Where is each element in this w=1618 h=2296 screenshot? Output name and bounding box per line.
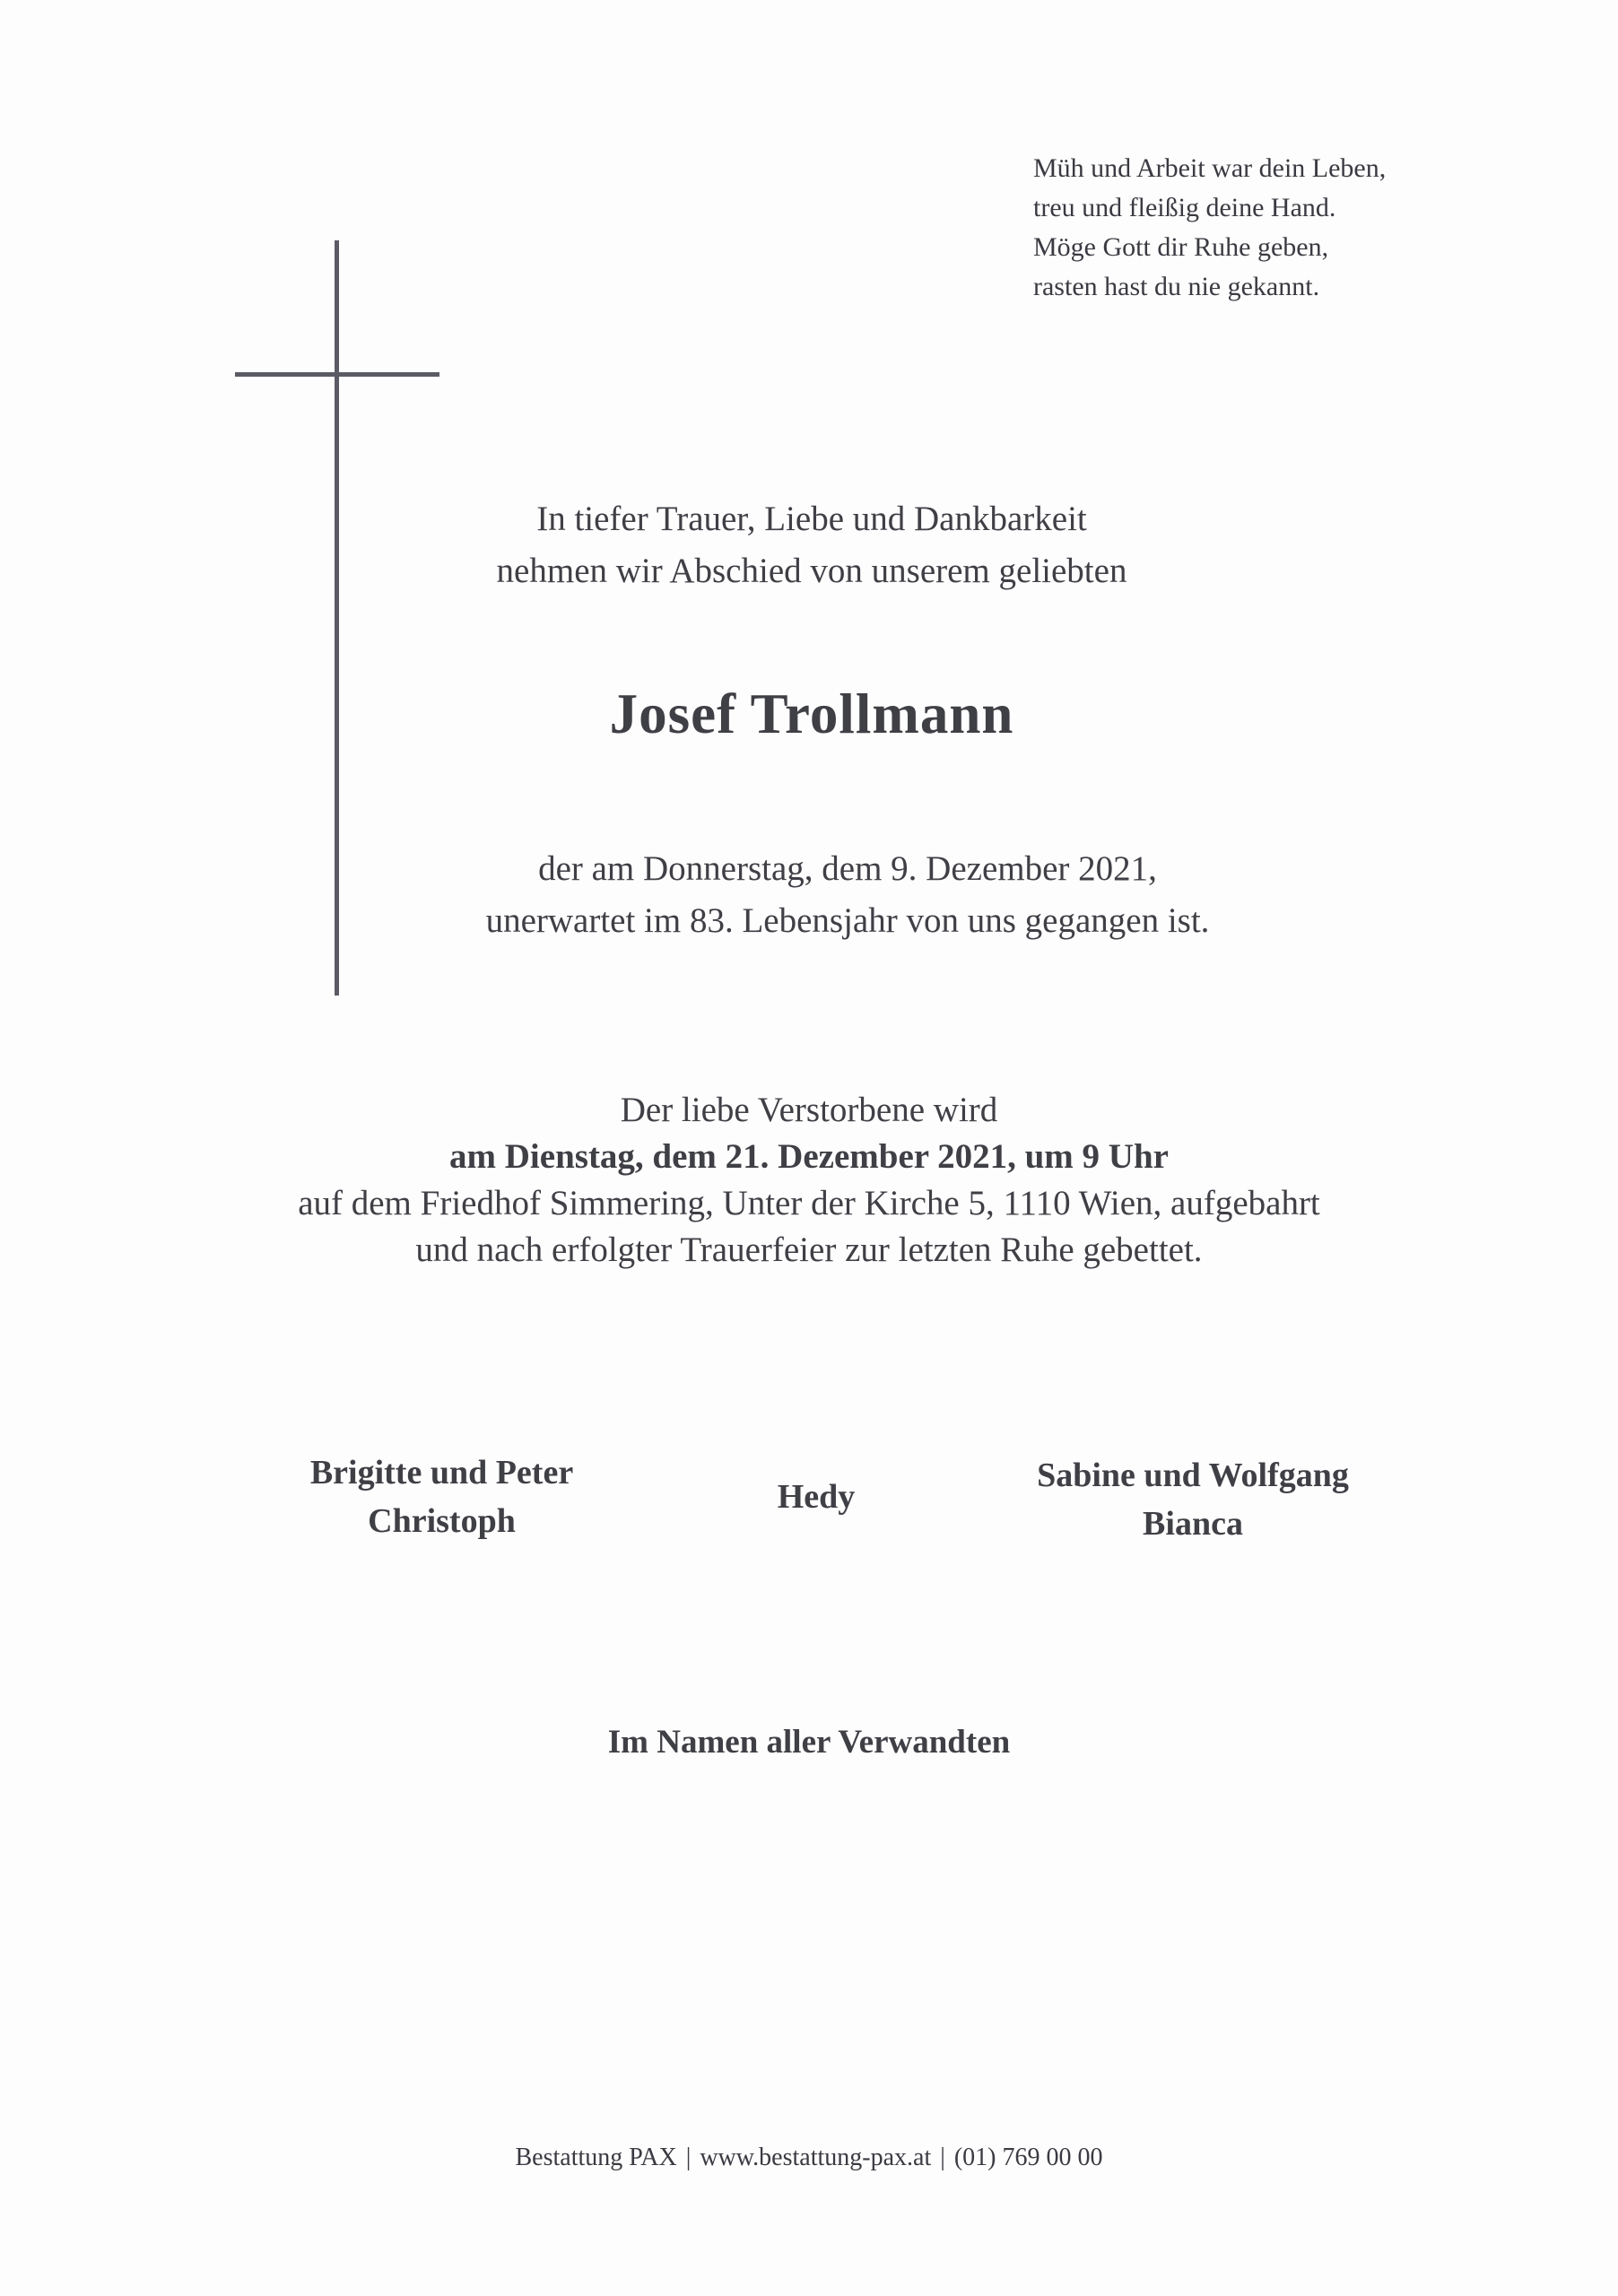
- poem-line: Müh und Arbeit war dein Leben,: [1033, 153, 1387, 183]
- footer-website: www.bestattung-pax.at: [700, 2144, 932, 2171]
- death-notice-line: unerwartet im 83. Lebensjahr von uns gegangen ist.: [485, 901, 1210, 940]
- intro-text: [170, 493, 1453, 597]
- ceremony-date: am Dienstag, dem 21. Dezember 2021, um 9 Uhr: [449, 1137, 1169, 1176]
- mourner-group-right: [969, 1451, 1417, 1548]
- mourner-name: Christoph: [368, 1502, 516, 1540]
- footer-separator: |: [940, 2144, 945, 2171]
- ceremony-details: [0, 1087, 1618, 1274]
- mourner-name: Hedy: [777, 1478, 856, 1516]
- deceased-name: Josef Trollmann: [609, 683, 1014, 745]
- mourner-group-left: [260, 1448, 623, 1545]
- poem: [1033, 149, 1535, 307]
- mourner-name: Brigitte und Peter: [309, 1454, 574, 1492]
- poem-line: rasten hast du nie gekannt.: [1033, 272, 1320, 301]
- footer-phone: (01) 769 00 00: [953, 2144, 1103, 2171]
- poem-line: Möge Gott dir Ruhe geben,: [1033, 232, 1329, 262]
- closing-text: Im Namen aller Verwandten: [607, 1724, 1011, 1761]
- ceremony-line: Der liebe Verstorbene wird: [620, 1091, 998, 1129]
- intro-line: nehmen wir Abschied von unserem geliebten: [496, 552, 1127, 590]
- footer-separator: |: [685, 2144, 692, 2171]
- death-notice: [206, 843, 1489, 947]
- ceremony-line: und nach erfolgter Trauerfeier zur letzten Ruhe gebettet.: [415, 1231, 1203, 1269]
- mourner-name: Sabine und Wolfgang: [1037, 1457, 1349, 1494]
- death-notice-line: der am Donnerstag, dem 9. Dezember 2021,: [538, 849, 1157, 888]
- poem-line: treu und fleißig deine Hand.: [1033, 193, 1336, 222]
- mourner-group-middle: [726, 1473, 906, 1521]
- cross-icon-horizontal-bar: [235, 372, 439, 377]
- footer-company: Bestattung PAX: [515, 2144, 677, 2171]
- ceremony-location: auf dem Friedhof Simmering, Unter der Kirche 5, 1110 Wien, aufgebahrt: [298, 1184, 1320, 1222]
- mourners: [0, 1448, 1618, 1565]
- intro-line: In tiefer Trauer, Liebe und Dankbarkeit: [536, 500, 1087, 538]
- footer: [0, 2140, 1618, 2176]
- mourner-name: Bianca: [1143, 1505, 1243, 1543]
